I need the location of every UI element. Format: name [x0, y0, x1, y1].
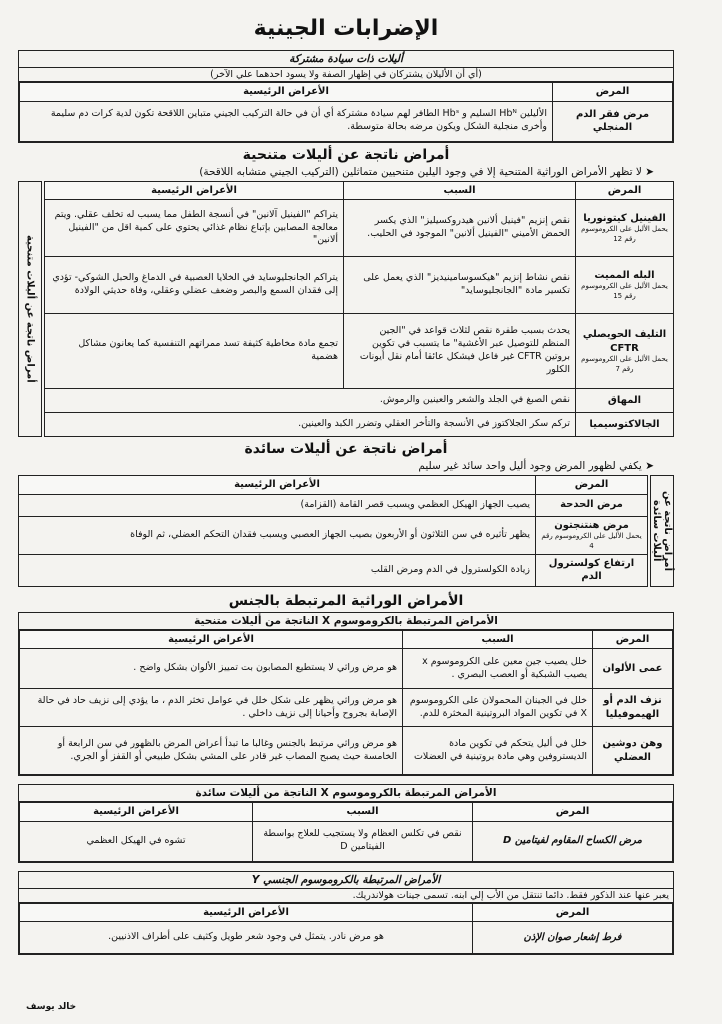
disease-name: ارتفاع كولسترول الدم: [536, 554, 648, 586]
disease-cause: خلل يصيب جين معين على الكروموسوم x يصيب الشبكية أو العصب البصري .: [403, 649, 593, 689]
table-row: [19, 554, 648, 586]
col-disease-header: المرض: [473, 803, 673, 822]
table-row: [19, 494, 648, 516]
document-page: [18, 14, 674, 955]
disease-name: الفينيل كيتونوريا يحمل الأليل على الكروموسوم رقم 12: [576, 200, 674, 257]
codominant-section: [18, 50, 674, 143]
codominant-note: (أي أن الأليلان يشتركان في إظهار الصفة ولا يسود احدهما علي الآخر): [19, 68, 673, 82]
col-symptoms-header: الأعراض الرئيسية: [20, 630, 403, 649]
table-row: [45, 389, 674, 413]
y-linked-section: [18, 871, 674, 956]
col-symptoms-header: الأعراض الرئيسية: [20, 83, 553, 102]
table-row: [20, 649, 673, 689]
dominant-section: [18, 475, 674, 587]
x-dominant-table: [19, 802, 673, 862]
disease-symptoms: هو مرض نادر. يتمثل في وجود شعر طويل وكثيف على أطراف الاذنيين.: [20, 922, 473, 954]
table-row: [45, 257, 674, 314]
author-footer: خالد يوسف: [26, 1002, 77, 1012]
disease-symptoms: تجمع مادة مخاطية كثيفة تسد ممراتهم التنفسية كما يعانون مشاكل هضمية: [45, 314, 344, 389]
disease-symptoms: هو مرض وراثي يظهر على شكل خلل في عوامل تخثر الدم ، ما يؤدي إلى نزيف حاد في حالة الإصابة بجروح وأحيانا إلى نزيف داخلي .: [20, 689, 403, 727]
col-symptoms-header: الأعراض الرئيسية: [20, 803, 253, 822]
disease-name: التليف الحويصلي CFTR يحمل الأليل على الكروموسوم رقم 7: [576, 314, 674, 389]
col-symptoms-header: الأعراض الرئيسية: [20, 903, 473, 922]
disease-name: فرط إشعار صوان الإذن: [473, 922, 673, 954]
sexlinked-heading: الأمراض الوراثية المرتبطة بالجنس: [228, 592, 464, 609]
table-row: [45, 200, 674, 257]
disease-symptoms: تشوه في الهيكل العظمي: [20, 821, 253, 861]
y-linked-table: [19, 903, 673, 955]
disease-symptoms: تركم سكر الجلاكتوز في الأنسجة والتأخر العقلي وتضرر الكبد والعينين.: [45, 413, 576, 437]
disease-symptoms: الأليلين Hbᴺ السليم و Hbˢ الطافر لهم سيادة مشتركة أي أن في حالة التركيب الجيني متباين اللاقحة تكون لدية كرات دم سليمة وأخرى منجلية الشكل ويكون مرضه بحالة متوسطة.: [20, 101, 553, 141]
x-recessive-heading: الأمراض المرتبطة بالكروموسوم X الناتجة من أليلات متنحية: [19, 613, 673, 630]
recessive-table: [44, 181, 674, 438]
disease-name: مرض هنتنجتون يحمل الأليل على الكروموسوم رقم 4: [536, 516, 648, 554]
disease-name: الجالاكتوسيميا: [576, 413, 674, 437]
x-recessive-table: [19, 630, 673, 776]
col-cause-header: السبب: [344, 181, 576, 200]
disease-name: نزف الدم أو الهيموفيليا: [593, 689, 673, 727]
table-row: [20, 727, 673, 775]
disease-symptoms: يتراكم الجانجليوسايد في الخلايا العصبية في الدماغ والحبل الشوكي- تؤدي إلى فقدان السمع والبصر وضعف عضلي وعقلي، وفاة حديثي الولادة: [45, 257, 344, 314]
col-disease-header: المرض: [576, 181, 674, 200]
x-dominant-section: [18, 784, 674, 863]
table-row: [20, 821, 673, 861]
col-disease-header: المرض: [536, 476, 648, 495]
table-row: [19, 516, 648, 554]
col-disease-header: المرض: [593, 630, 673, 649]
recessive-note: ➤ لا تظهر الأمراض الوراثية المتنحية إلا في وجود اليلين متنحيين متماثلين (التركيب الجيني متشابه اللاقحة): [18, 166, 654, 178]
dominant-note: ➤ يكفي لظهور المرض وجود أليل واحد سائد غير سليم: [18, 460, 654, 472]
col-symptoms-header: الأعراض الرئيسية: [45, 181, 344, 200]
table-row: [20, 922, 673, 954]
disease-cause: خلل في أليل يتحكم في تكوين مادة الديستروفين وهي مادة بروتينية في العضلات: [403, 727, 593, 775]
dominant-table: [18, 475, 648, 587]
recessive-heading: أمراض ناتجة عن أليلات متنحية: [242, 146, 450, 163]
disease-cause: نقص نشاط إنزيم "هيكسوسامينيديز" الذي يعمل على تكسير مادة "الجانجليوسايد": [344, 257, 576, 314]
col-cause-header: السبب: [253, 803, 473, 822]
dominant-heading: أمراض ناتجة عن أليلات سائدة: [244, 441, 448, 457]
disease-symptoms: يصيب الجهاز الهيكل العظمي ويسبب قصر القامة (القزامة): [19, 494, 536, 516]
disease-symptoms: يتراكم "الفينيل آلانين" في أنسجة الطفل مما يسبب له تخلف عقلي. ويتم معالجة المصابين بإتباع نظام غذائي يحتوي على كمية اقل من "الفينيل ألانين": [45, 200, 344, 257]
col-cause-header: السبب: [403, 630, 593, 649]
table-row: [45, 413, 674, 437]
x-dominant-heading: الأمراض المرتبطة بالكروموسوم X الناتجة من أليلات سائدة: [19, 785, 673, 802]
disease-symptoms: يظهر تأثيره في سن الثلاثون أو الأربعون بصيب الجهاز العصبي ويسبب فقدان التحكم العضلي، ثم الوفاة: [19, 516, 536, 554]
disease-symptoms: زيادة الكولسترول في الدم ومرض القلب: [19, 554, 536, 586]
disease-name: المهاق: [576, 389, 674, 413]
col-disease-header: المرض: [473, 903, 673, 922]
disease-symptoms: هو مرض وراثي لا يستطيع المصابون بت تمييز الألوان بشكل واضح .: [20, 649, 403, 689]
disease-cause: نقص في تكلس العظام ولا يستجيب للعلاج بواسطة الفيتامين D: [253, 821, 473, 861]
codominant-heading: أليلات ذات سيادة مشتركة: [19, 51, 673, 68]
disease-name: البله المميت يحمل الأليل على الكروموسوم رقم 15: [576, 257, 674, 314]
recessive-section: [18, 181, 674, 438]
recessive-side-label: أمراض ناتجة عن أليلات متنحية: [18, 181, 42, 438]
y-linked-note: يعبر عنها عند الذكور فقط. دائما تنتقل من الأب إلي ابنه. تسمى جينات هولاندريك.: [19, 889, 673, 903]
disease-cause: خلل في الجينان المحمولان على الكروموسوم X في تكوين المواد البروتينية المخثرة للدم.: [403, 689, 593, 727]
codominant-table: [19, 82, 673, 142]
col-disease-header: المرض: [553, 83, 673, 102]
disease-name: عمى الألوان: [593, 649, 673, 689]
disease-symptoms: نقص الصبغ في الجلد والشعر والعينين والرموش.: [45, 389, 576, 413]
disease-name: مرض الكساح المقاوم لفيتامين D: [473, 821, 673, 861]
disease-symptoms: هو مرض وراثي مرتبط بالجنس وغالبا ما تبدأ أعراض المرض بالظهور في سن الرابعة أو الخامسة حيث يصبح المصاب غير قادر على المشي بشكل طبيعي أو القفز أو الجري.: [20, 727, 403, 775]
disease-name: مرض فقر الدم المنجلي: [553, 101, 673, 141]
x-recessive-section: [18, 612, 674, 777]
disease-cause: يحدث بسبب طفرة نقص لثلاث قواعد في "الجين المنظم للتوصيل عبر الأغشية" ما يتسبب في تكوين بروتين CFTR غير فاعل فيشكل عائقا أمام نقل أيونات الكلور: [344, 314, 576, 389]
y-linked-heading: الأمراض المرتبطة بالكروموسوم الجنسي Y: [19, 872, 673, 889]
dominant-side-label: أمراض ناتجة عن أليلات سائدة: [650, 475, 674, 587]
disease-name: مرض الحدحة: [536, 494, 648, 516]
col-symptoms-header: الأعراض الرئيسية: [19, 476, 536, 495]
disease-cause: نقص إنزيم "فينيل ألانين هيدروكسيليز" الذي يكسر الحمض الأميني "الفينيل ألانين" الموجود في الحليب.: [344, 200, 576, 257]
table-row: [20, 689, 673, 727]
page-title: الإضرابات الجينية: [253, 16, 439, 41]
table-row: [45, 314, 674, 389]
disease-name: وهن دوشين العضلي: [593, 727, 673, 775]
